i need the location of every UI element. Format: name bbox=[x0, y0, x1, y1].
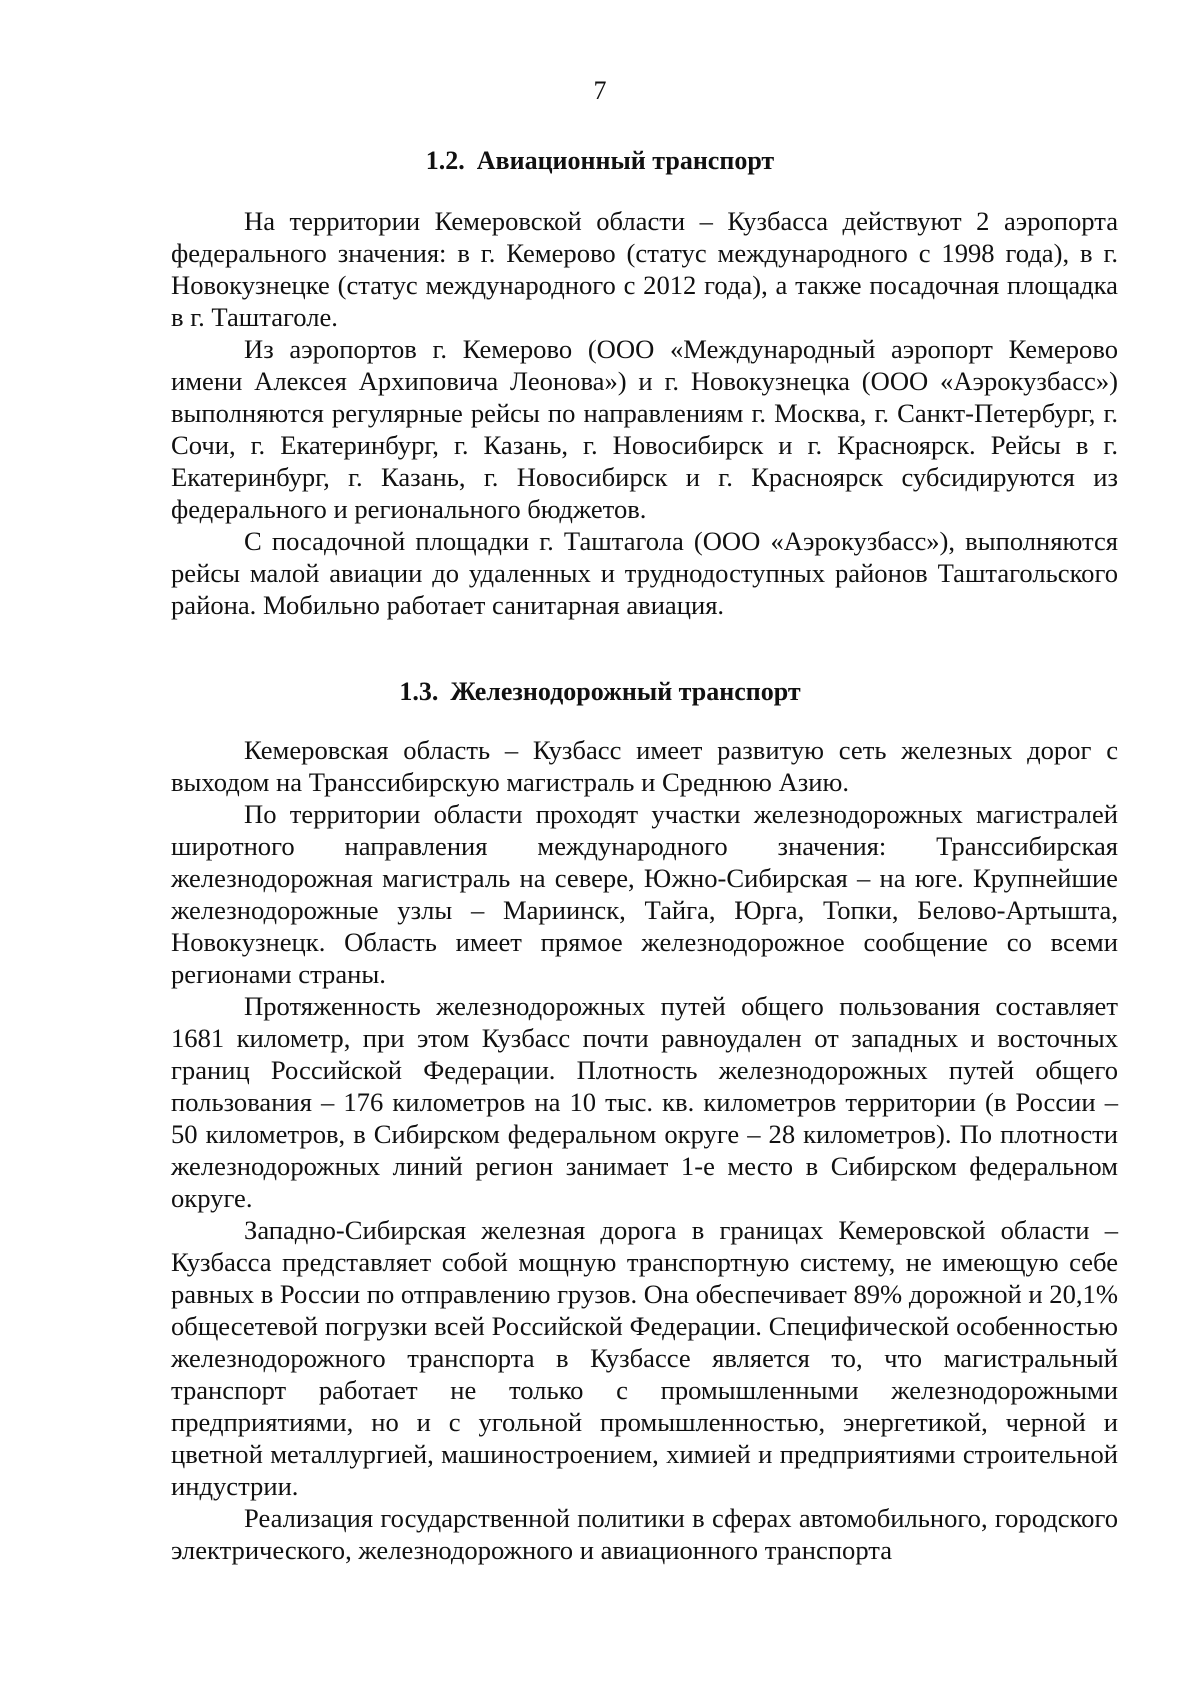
page-number: 7 bbox=[593, 76, 607, 105]
section-title: Авиационный транспорт bbox=[476, 146, 775, 175]
section-heading-aviation bbox=[0, 146, 1200, 176]
section-body-aviation bbox=[171, 205, 1118, 621]
paragraph: Кемеровская область – Кузбасс имеет развитую сеть железных дорог с выходом на Транссибирскую магистраль и Среднюю Азию. bbox=[171, 735, 1118, 797]
section-body-railway bbox=[171, 734, 1118, 1566]
paragraph: По территории области проходят участки железнодорожных магистралей широтного направления международного значения: Транссибирская железнодорожная магистраль на севере, Южно-Сибирская – на юге. Крупнейшие железнодорожные узлы – Мариинск, Тайга, Юрга, Топки, Белово-Артышта, Новокузнецк. Область имеет прямое железнодорожное сообщение со всеми регионами страны. bbox=[171, 799, 1118, 989]
paragraph: На территории Кемеровской области – Кузбасса действуют 2 аэропорта федерального значения: в г. Кемерово (статус международного с 1998 года), в г. Новокузнецке (статус международного с 2012 года), а также посадочная площадка в г. Таштаголе. bbox=[171, 206, 1118, 332]
paragraph: Реализация государственной политики в сферах автомобильного, городского электрического, железнодорожного и авиационного транспорта bbox=[171, 1503, 1118, 1565]
section-heading-railway bbox=[0, 677, 1200, 707]
section-number: 1.2. bbox=[425, 146, 465, 175]
section-number: 1.3. bbox=[399, 677, 439, 706]
paragraph: Западно-Сибирская железная дорога в границах Кемеровской области – Кузбасса представляет собой мощную транспортную систему, не имеющую себе равных в России по отправлению грузов. Она обеспечивает 89% дорожной и 20,1% общесетевой погрузки всей Российской Федерации. Специфической особенностью железнодорожного транспорта в Кузбассе является то, что магистральный транспорт работает не только с промышленными железнодорожными предприятиями, но и с угольной промышленностью, энергетикой, черной и цветной металлургией, машиностроением, химией и предприятиями строительной индустрии. bbox=[171, 1215, 1118, 1501]
paragraph: С посадочной площадки г. Таштагола (ООО «Аэрокузбасс»), выполняются рейсы малой авиации до удаленных и труднодоступных районов Таштагольского района. Мобильно работает санитарная авиация. bbox=[171, 526, 1118, 620]
paragraph: Из аэропортов г. Кемерово (ООО «Международный аэропорт Кемерово имени Алексея Архиповича Леонова») и г. Новокузнецка (ООО «Аэрокузбасс») выполняются регулярные рейсы по направлениям г. Москва, г. Санкт-Петербург, г. Сочи, г. Екатеринбург, г. Казань, г. Новосибирск и г. Красноярск. Рейсы в г. Екатеринбург, г. Казань, г. Новосибирск и г. Красноярск субсидируются из федерального и регионального бюджетов. bbox=[171, 334, 1118, 524]
paragraph: Протяженность железнодорожных путей общего пользования составляет 1681 километр, при этом Кузбасс почти равноудален от западных и восточных границ Российской Федерации. Плотность железнодорожных путей общего пользования – 176 километров на 10 тыс. кв. километров территории (в России – 50 километров, в Сибирском федеральном округе – 28 километров). По плотности железнодорожных линий регион занимает 1-е место в Сибирском федеральном округе. bbox=[171, 991, 1118, 1213]
section-title: Железнодорожный транспорт bbox=[450, 677, 801, 706]
